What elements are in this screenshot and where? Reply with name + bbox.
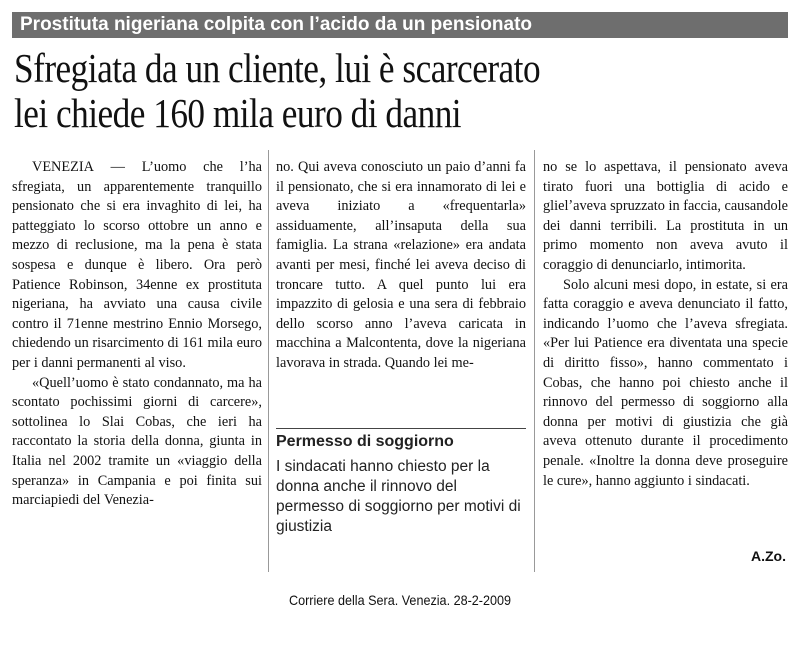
article-column-3 (543, 158, 788, 491)
sidebar-text: I sindacati hanno chiesto per la donna anche il rinnovo del permesso di soggiorno per motivi di giustizia (276, 458, 521, 535)
column-2-paragraph-1: no. Qui aveva conosciuto un paio d’anni fa il pensionato, che si era innamorato di lei e aveva iniziato a «frequentarla» assiduamente, all’insaputa della sua famiglia. La strana «relazione» era andata avanti per mesi, finché lei aveva deciso di troncare tutto. A quel punto lui era impazzito di gelosia e una sera di febbraio dello scorso anno l’aveva caricata in macchina a Malcontenta, dove la nigeriana lavorava in strada. Quando lei me- (276, 159, 526, 371)
column-3-paragraph-1: no se lo aspettava, il pensionato aveva tirato fuori una bottiglia di acido e glielʼaveva spruzzato in faccia, causandole dei danni terribili. La prostituta in un primo momento non aveva avuto il coraggio di denunciarlo, intimorita. (543, 159, 788, 273)
headline (14, 46, 685, 136)
dateline: VENEZIA (32, 159, 94, 175)
column-1-paragraph-1-text: — L’uomo che l’ha sfregiata, un apparentemente tranquillo pensionato che si era invaghito di lei, ha patteggiato lo scorso ottobre un anno e mezzo di reclusione, ma la pena è stata sospesa e dunque è libero. Ora però Patience Robinson, 34enne ex prostituta nigeriana, ha avviato una causa civile contro il 71enne mestrino Ennio Morsego, chiedendo un risarcimento di 161 mila euro per i danni permanenti al viso. (12, 159, 262, 371)
headline-line-2: lei chiede 160 mila euro di danni (14, 90, 462, 136)
article-column-2 (276, 158, 526, 374)
column-divider-1 (268, 150, 269, 572)
sidebar-rule (276, 428, 526, 429)
author-signature: A.Zo. (751, 548, 786, 564)
column-divider-2 (534, 150, 535, 572)
kicker-bar: Prostituta nigeriana colpita con l’acido da un pensionato (12, 12, 788, 38)
column-3-paragraph-2: Solo alcuni mesi dopo, in estate, si era fatta coraggio e aveva denunciato il fatto, indicando l’uomo che l’aveva sfregiata. «Per lui Patience era diventata una specie di diritto fisso», hanno commentato i Cobas, che hanno poi chiesto anche il rinnovo del permesso di soggiorno alla donna per motivi di giustizia che già aveva ottenuto durante il procedimento penale. «Inoltre la donna deve proseguire le cure», hanno aggiunto i sindacati. (543, 276, 788, 489)
sidebar-box (276, 428, 526, 537)
column-1-paragraph-1 (12, 158, 262, 374)
source-caption: Corriere della Sera. Venezia. 28-2-2009 (288, 592, 512, 608)
article-column-1 (12, 158, 262, 511)
headline-line-1: Sfregiata da un cliente, lui è scarcerato (14, 45, 541, 91)
column-1-paragraph-2: «Quell’uomo è stato condannato, ma ha scontato pochissimi giorni di carcere», sottolinea lo Slai Cobas, che ieri ha raccontato la storia della donna, giunta in Italia nel 2002 tramite un «viaggio della speranza» in Campania e poi finita sui marciapiedi del Venezia- (12, 374, 262, 509)
sidebar-title: Permesso di soggiorno (276, 433, 454, 450)
